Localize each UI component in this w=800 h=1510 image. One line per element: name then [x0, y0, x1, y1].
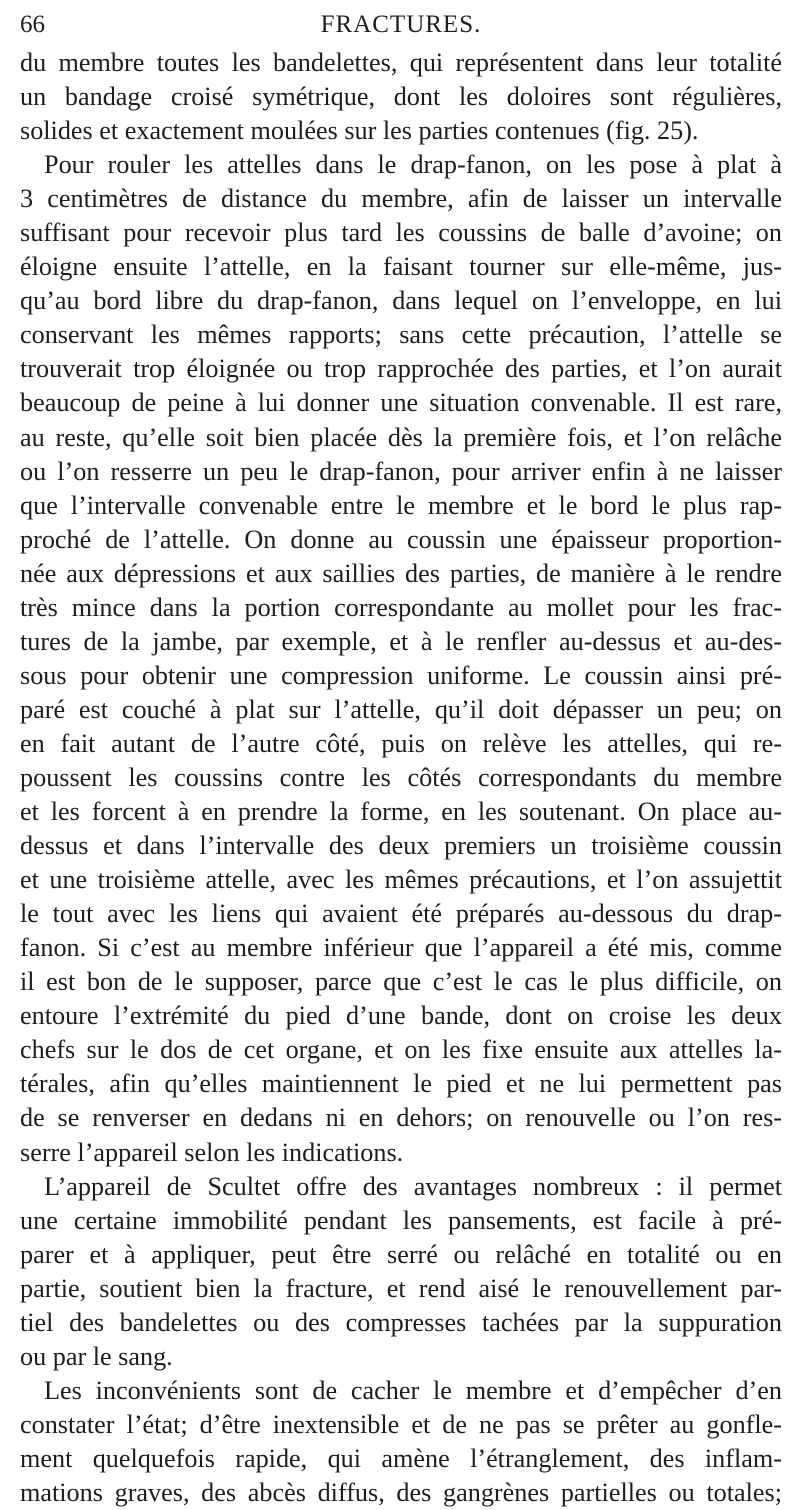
- text-line: de se renverser en dedans ni en dehors; on renouvelle ou l’on res-: [20, 1103, 782, 1133]
- text-line: et une troisième attelle, avec les mêmes précautions, et l’on assujettit: [20, 865, 782, 895]
- text-line: 3 centimètres de distance du membre, afin de laisser un intervalle: [20, 184, 782, 214]
- text-line: une certaine immobilité pendant les pansements, est facile à pré-: [20, 1205, 782, 1235]
- page-number: 66: [20, 11, 45, 38]
- text-line: entoure l’extrémité du pied d’une bande, dont on croise les deux: [20, 1001, 782, 1031]
- text-line: le tout avec les liens qui avaient été préparés au-dessous du drap-: [20, 899, 782, 929]
- text-line: partie, soutient bien la fracture, et rend aisé le renouvellement par-: [20, 1273, 782, 1303]
- book-page: [20, 8, 782, 1510]
- text-line: très mince dans la portion correspondante au mollet pour les frac-: [20, 592, 782, 622]
- text-line: poussent les coussins contre les côtés correspondants du membre: [20, 762, 782, 792]
- text-line: fanon. Si c’est au membre inférieur que l’appareil a été mis, comme: [20, 933, 782, 963]
- text-line: et les forcent à en prendre la forme, en les soutenant. On place au-: [20, 797, 782, 827]
- text-line: dessus et dans l’intervalle des deux premiers un troisième coussin: [20, 831, 782, 861]
- text-line: serre l’appareil selon les indications.: [20, 1137, 404, 1167]
- text-line: parer et à appliquer, peut être serré ou relâché en totalité ou en: [20, 1239, 782, 1269]
- text-line: qu’au bord libre du drap-fanon, dans lequel on l’enveloppe, en lui: [20, 286, 782, 316]
- text-line: que l’intervalle convenable entre le membre et le bord le plus rap-: [20, 490, 782, 520]
- page-header: [20, 8, 782, 46]
- text-line: ou par le sang.: [20, 1341, 173, 1371]
- text-line: proché de l’attelle. On donne au coussin une épaisseur proportion-: [20, 524, 782, 554]
- text-line: ment quelquefois rapide, qui amène l’étranglement, des inflam-: [20, 1443, 782, 1473]
- text-line: constater l’état; d’être inextensible et de ne pas se prêter au gonfle-: [20, 1409, 782, 1439]
- text-line: térales, afin qu’elles maintiennent le pied et ne lui permettent pas: [20, 1069, 782, 1099]
- text-line: éloigne ensuite l’attelle, en la faisant tourner sur elle-même, jus-: [20, 252, 782, 282]
- text-line: mations graves, des abcès diffus, des gangrènes partielles ou totales;: [20, 1477, 782, 1507]
- text-line: ou l’on resserre un peu le drap-fanon, pour arriver enfin à ne laisser: [20, 456, 782, 486]
- running-title: FRACTURES.: [320, 11, 482, 38]
- text-line: née aux dépressions et aux saillies des parties, de manière à le rendre: [20, 558, 782, 588]
- text-line: un bandage croisé symétrique, dont les doloires sont régulières,: [20, 82, 782, 112]
- text-line: L’appareil de Scultet offre des avantages nombreux : il permet: [44, 1171, 782, 1201]
- text-line: beaucoup de peine à lui donner une situation convenable. Il est rare,: [20, 388, 782, 418]
- text-line: tures de la jambe, par exemple, et à le renfler au-dessus et au-des-: [20, 626, 782, 656]
- text-line: du membre toutes les bandelettes, qui représentent dans leur totalité: [20, 48, 782, 77]
- text-line: suffisant pour recevoir plus tard les coussins de balle d’avoine; on: [20, 218, 782, 248]
- text-line: Pour rouler les attelles dans le drap-fanon, on les pose à plat à: [44, 150, 782, 180]
- body-text: [20, 46, 782, 1510]
- text-line: Les inconvénients sont de cacher le membre et d’empêcher d’en: [44, 1375, 782, 1405]
- text-line: en fait autant de l’autre côté, puis on relève les attelles, qui re-: [20, 728, 782, 758]
- text-line: au reste, qu’elle soit bien placée dès la première fois, et l’on relâche: [20, 422, 782, 452]
- text-line: paré est couché à plat sur l’attelle, qu’il doit dépasser un peu; on: [20, 694, 782, 724]
- text-line: conservant les mêmes rapports; sans cette précaution, l’attelle se: [20, 320, 782, 350]
- text-line: chefs sur le dos de cet organe, et on les fixe ensuite aux attelles la-: [20, 1035, 782, 1065]
- text-line: trouverait trop éloignée ou trop rapprochée des parties, et l’on aurait: [20, 354, 782, 384]
- text-line: il est bon de le supposer, parce que c’est le cas le plus difficile, on: [20, 967, 782, 997]
- text-line: sous pour obtenir une compression uniforme. Le coussin ainsi pré-: [20, 660, 782, 690]
- text-line: tiel des bandelettes ou des compresses tachées par la suppuration: [20, 1307, 782, 1337]
- text-line: solides et exactement moulées sur les parties contenues (fig. 25).: [20, 116, 699, 146]
